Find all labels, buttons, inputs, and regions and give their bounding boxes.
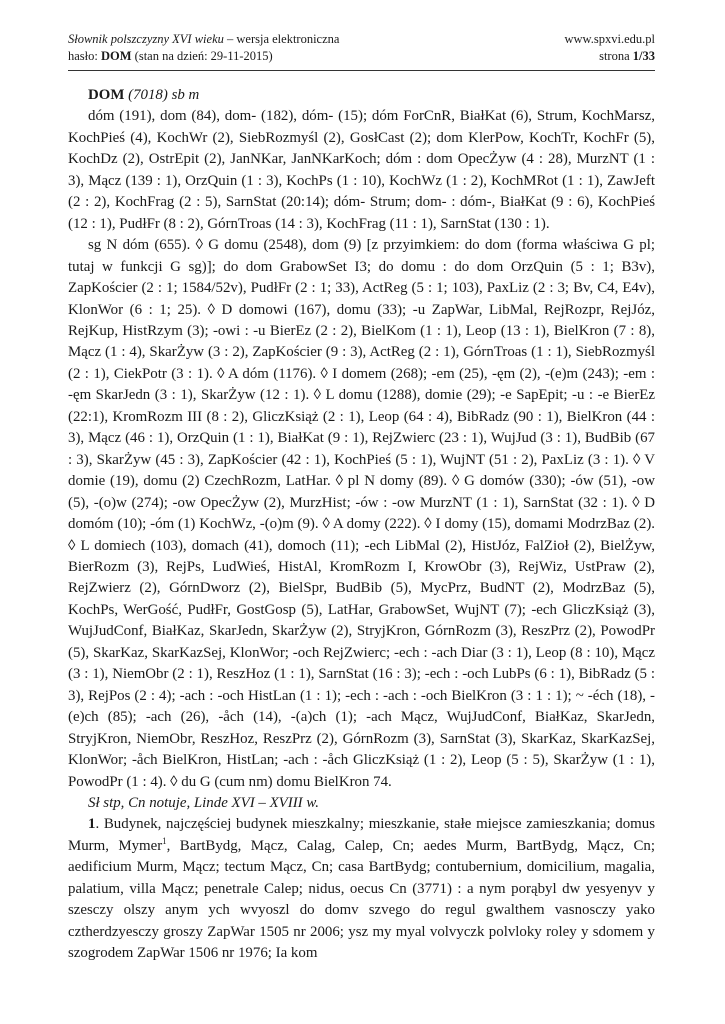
haslo-date: (stan na dzień: 29-11-2015)	[131, 49, 273, 63]
sense-1-paragraph	[68, 814, 655, 964]
haslo-word: DOM	[100, 49, 132, 63]
header-right	[564, 31, 655, 65]
sources-paragraph: Sł stp, Cn notuje, Linde XVI – XVIII w.	[88, 794, 319, 811]
page-header	[68, 31, 655, 65]
dictionary-title-rest: – wersja elektroniczna	[223, 32, 340, 46]
entry-info	[68, 48, 339, 65]
headword: DOM	[88, 87, 125, 103]
inflection-paragraph: sg N dóm (655). ◊ G domu (2548), dom (9) [z przyimkiem: do dom (forma właściwa G pl; tutaj w funkcji G sg)]; do dom GrabowSet I3; do domu : do dom OrzQuin (5 : 1; B3v), ZapKościer (2 : 1; 1584/52v), PudłFr (2 : 1; 33), ActReg (5 : 1; 103), PaxLiz (2 : 3; Bv, C4, E4v), KlonWor (6 : 1; 25). ◊ D domowi (167), domu (33); -u ZapWar, LibMal, RejRozpr, RejJóz, RejKup, HistRzym (3); -owi : -u BierEz (2 : 2), BielKom (1 : 1), Leop (13 : 1), BielKron (7 : 8), Mącz (1 : 4), SkarŻyw (3 : 2), ZapKościer (9 : 3), ActReg (2 : 1), GórnTroas (1 : 1), SiebRozmyśl (2 : 1), CiekPotr (3 : 1). ◊ A dóm (1176). ◊ I domem (268); -em (25), -ęm (2), -(e)m (243); -em : -ęm SkarJedn (3 : 1), SkarŻyw (12 : 1). ◊ L domu (1288), domie (29); -e SapEpit; -u : -e BierEz (22:1), KromRozm III (8 : 2), GliczKsiąż (2 : 1), Leop (64 : 4), BibRadz (90 : 1), BielKron (44 : 3), Mącz (46 : 1), OrzQuin (1 : 1), BiałKat (9 : 1), RejZwierc (23 : 1), WujJud (3 : 1), BudBib (67 : 3), SkarŻyw (45 : 3), ZapKościer (42 : 1), KochPieś (5 : 1), WujNT (51 : 2), PaxLiz (3 : 1). ◊ V domie (19), domu (2) CzechRozm, LatHar. ◊ pl N domy (89). ◊ G domów (330); -ów (51), -ow (5), -(o)w (274); -ow OpecŻyw (2), MurzHist; -ów : -ow MurzNT (1 : 1), SarnStat (32 : 1). ◊ D domóm (10); -óm (1) KochWz, -(o)m (9). ◊ A domy (222). ◊ I domy (15), domami ModrzBaz (2). ◊ L domiech (103), domach (41), domoch (11); -ech LibMal (2), HistJóz, FalZioł (2), BielŻyw, BierRozm (3), RejPs, LudWieś, HistAl, KromRozm I, KrowObr (3), RejWiz, UstPraw (2), RejZwierz (2), GórnDworz (2), BielSpr, BudBib (5), MycPrz, BudNT (2), ModrzBaz (5), KochPs, WerGość, PudłFr, GostGosp (5), LatHar, GrabowSet, WujNT (7); -ech GliczKsiąż (3), WujJudConf, BiałKaz, SkarJedn, SkarŻyw (2), StryjKron, GórnRozm (3), ReszPrz (2), PowodPr (5), SkarKaz, SkarKazSej, KlonWor; -och RejZwierc; -ech : -ach Diar (3 : 1), Leop (8 : 10), Mącz (3 : 1), NiemObr (2 : 1), ReszHoz (1 : 1), SarnStat (16 : 3); -ech : -och LubPs (6 : 1), BibRadz (5 : 3), RejPos (2 : 4); -ach : -och HistLan (1 : 1); -ech : -ach : -och BielKron (3 : 1 : 1); ~ -éch (18), -(e)ch (85); -ach (26), -åch (14), -(a)ch (1); -ach Mącz, WujJudConf, BiałKaz, SkarJedn, StryjKron, NiemObr, ReszHoz, ReszPrz (2), GórnRozm (3), SarnStat (3), SkarKaz, SkarKazSej, KlonWor; -åch BielKron, HistLan; -ach : -åch GliczKsiąż (1 : 2), Leop (5 : 5), SkarŻyw (1 : 1), PowodPr (1 : 4). ◊ du G (cum nm) domu BielKron 74.	[68, 237, 655, 790]
sense-number: 1	[88, 816, 96, 833]
entry-content	[68, 85, 655, 965]
header-divider	[68, 70, 655, 71]
haslo-label: hasło:	[68, 49, 101, 63]
footnote-marker[interactable]: 1	[162, 835, 167, 846]
page-number: 1	[632, 49, 640, 63]
headword-grammar: sb m	[171, 87, 200, 103]
dictionary-title	[68, 31, 339, 48]
sense-1-text-b: , BartBydg, Mącz, Calag, Calep, Cn; aedes Murm, BartBydg, Mącz, Cn; aedificium Murm, Mącz; tectum Mącz, Cn; casa BartBydg; contubernium, domicilium, magalia, palatium, villa Mącz; penetrale Calep; nidus, oecus Cn (3771) : a nym porąbyl dw yesyenyv y szesczy olszy anym ych wvyoszl do domv szvego do regul gwalthem vasnosczy yako cztherdzyesczy groszy ZapWar 1505 nr 2006; ysz my myal volvyczk polvloky roley y sdomem y szogrodem ZapWar 1506 nr 1976; Ia kom	[68, 837, 655, 962]
forms-paragraph: dóm (191), dom (84), dom- (182), dóm- (15); dóm ForCnR, BiałKat (6), Strum, KochMarsz, KochPieś (4), KochWr (2), SiebRozmyśl (2), GosłCast (2); dom KlerPow, KochTr, KochFr (5), KochDz (2), OstrEpit (2), JanNKar, JanNKarKoch; dóm : dom OpecŻyw (4 : 28), MurzNT (1 : 3), Mącz (139 : 1), OrzQuin (1 : 3), KochPs (1 : 10), KochWz (1 : 2), KochMRot (1 : 1), ZawJeft (2 : 2), KochFrag (2 : 5), SarnStat (20:14); dóm- Strum; dom- : dóm-, BiałKat (9 : 6), KochPieś (12 : 1), PudłFr (8 : 2), GórnTroas (14 : 3), KochFrag (11 : 1), SarnStat (130 : 1).	[68, 108, 655, 232]
entry-headline	[68, 85, 655, 106]
headword-count: (7018)	[128, 87, 168, 103]
site-url[interactable]: www.spxvi.edu.pl	[564, 32, 655, 46]
header-left	[68, 31, 339, 65]
page-indicator	[564, 48, 655, 65]
page-label: strona	[599, 49, 633, 63]
sense-1-text-a: . Budynek, najczęściej budynek mieszkalny; mieszkanie, stałe miejsce zamieszkania; domus Murm, Mymer	[68, 816, 655, 854]
page-total: /33	[639, 49, 655, 63]
dictionary-title-italic: Słownik polszczyzny XVI wieku	[68, 32, 224, 46]
